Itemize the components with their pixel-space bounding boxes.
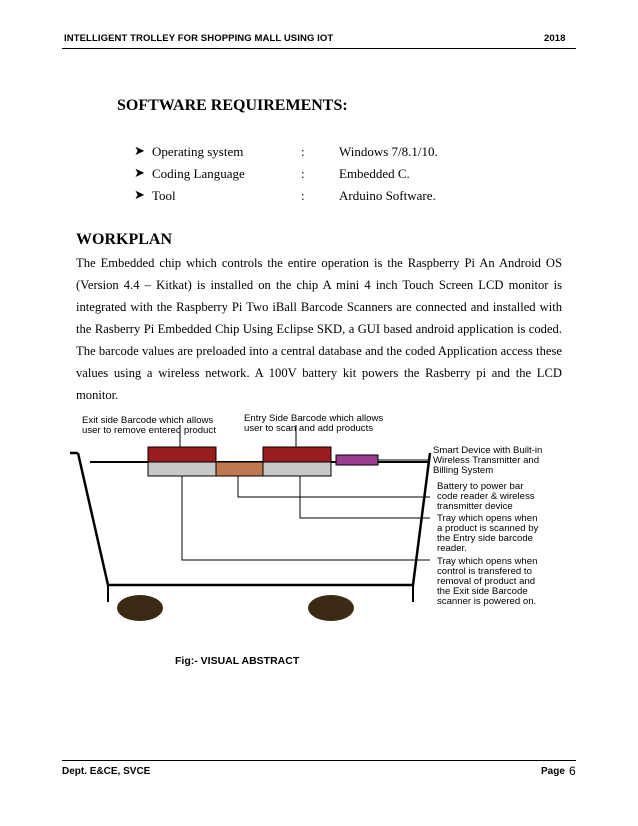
trolley-wheel-left [117, 595, 163, 621]
footer-page-number: 6 [569, 764, 576, 778]
running-header-year: 2018 [544, 33, 566, 44]
requirement-label: Tool [152, 188, 176, 203]
running-header-title: INTELLIGENT TROLLEY FOR SHOPPING MALL USING IOT [64, 33, 334, 44]
requirement-label: Operating system [152, 144, 244, 159]
software-requirements-heading: SOFTWARE REQUIREMENTS: [117, 97, 348, 114]
trolley-wheel-right [308, 595, 354, 621]
exit-tray [148, 462, 216, 476]
requirement-value: Embedded C. [339, 166, 410, 181]
requirement-label: Coding Language [152, 166, 245, 181]
figure-caption: Fig:- VISUAL ABSTRACT [175, 655, 300, 667]
footer-rule [62, 760, 576, 761]
label-entry-barcode: Entry Side Barcode which allows user to scan and add products [244, 413, 384, 434]
footer-page-label: Page [541, 766, 565, 777]
label-exit-barcode: Exit side Barcode which allows user to remove entered product [82, 415, 216, 436]
label-exit-tray: Tray which opens when control is transfered to removal of product and the Exit side Barcode scanner is powered on. [437, 556, 538, 607]
workplan-heading: WORKPLAN [76, 231, 172, 248]
smart-device [336, 455, 378, 465]
entry-barcode-scanner [263, 447, 331, 462]
requirement-value: Arduino Software. [339, 188, 436, 203]
requirement-separator: : [301, 144, 305, 159]
label-entry-tray: Tray which opens when a product is scanned by the Entry side barcode reader. [437, 513, 539, 554]
footer-department: Dept. E&CE, SVCE [62, 766, 151, 777]
label-smart-device: Smart Device with Built-in Wireless Transmitter and Billing System [433, 445, 543, 476]
battery-block [216, 462, 263, 476]
requirement-separator: : [301, 166, 305, 181]
list-bullet-icon: ➤ [134, 165, 145, 180]
leader-battery [238, 476, 430, 497]
list-bullet-icon: ➤ [134, 187, 145, 202]
label-battery: Battery to power bar code reader & wireless transmitter device [437, 481, 535, 512]
requirement-separator: : [301, 188, 305, 203]
list-bullet-icon: ➤ [134, 143, 145, 158]
entry-tray [263, 462, 331, 476]
exit-barcode-scanner [148, 447, 216, 462]
requirement-value: Windows 7/8.1/10. [339, 144, 438, 159]
workplan-text: The Embedded chip which controls the entire operation is the Raspberry Pi An Android OS (Version 4.4 – Kitkat) is installed on the chip A mini 4 inch Touch Screen LCD monitor is integrated with the Raspberry Pi Two iBall Barcode Scanners are connected and installed with the Rasberry Pi Embedded Chip Using Eclipse SKD, a GUI based android application is coded. The barcode values are preloaded into a central database and the coded Application access these values using a wireless network. A 100V battery kit powers the Rasberry pi and the LCD monitor. [76, 256, 562, 402]
